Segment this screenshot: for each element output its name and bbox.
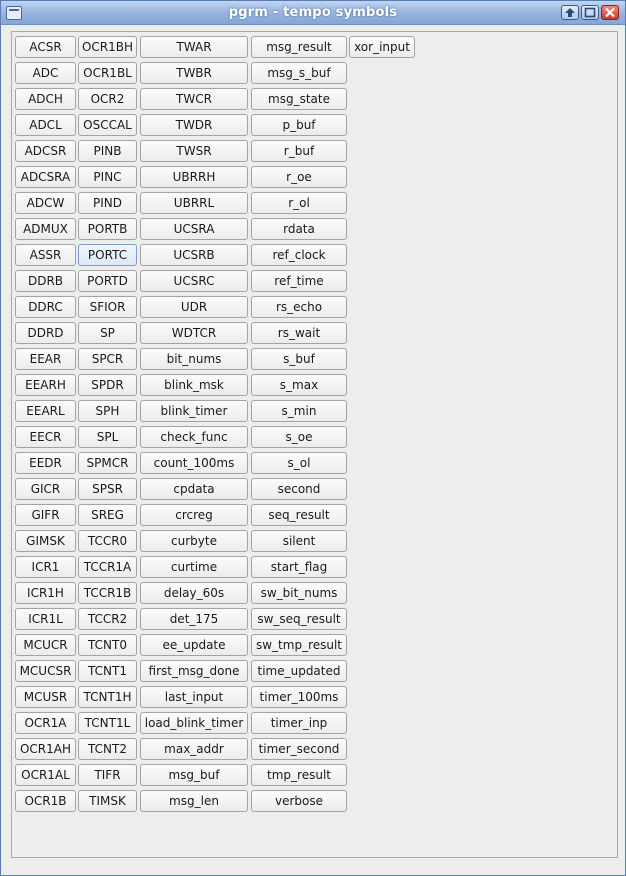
symbol-button[interactable]: r_oe [251, 166, 347, 188]
symbol-button[interactable]: TCNT1H [78, 686, 137, 708]
symbol-button[interactable]: count_100ms [140, 452, 248, 474]
symbol-button[interactable]: UBRRL [140, 192, 248, 214]
symbol-button[interactable]: MCUCR [15, 634, 76, 656]
symbol-button[interactable]: sw_bit_nums [251, 582, 347, 604]
symbol-button[interactable]: SREG [78, 504, 137, 526]
symbol-button[interactable]: UCSRA [140, 218, 248, 240]
symbol-button[interactable]: UCSRC [140, 270, 248, 292]
symbol-button[interactable]: GIMSK [15, 530, 76, 552]
symbol-button[interactable]: p_buf [251, 114, 347, 136]
symbol-button[interactable]: s_buf [251, 348, 347, 370]
symbol-button[interactable]: EEDR [15, 452, 76, 474]
symbol-button[interactable]: blink_msk [140, 374, 248, 396]
symbol-button[interactable]: TCCR0 [78, 530, 137, 552]
symbol-button[interactable]: ADCSR [15, 140, 76, 162]
symbol-button[interactable]: TWCR [140, 88, 248, 110]
symbol-button[interactable]: ADCL [15, 114, 76, 136]
shade-button[interactable] [561, 5, 579, 20]
symbol-button[interactable]: EEARH [15, 374, 76, 396]
symbol-button[interactable]: TCCR2 [78, 608, 137, 630]
symbol-button[interactable]: TCCR1B [78, 582, 137, 604]
close-icon [604, 7, 616, 18]
symbols-panel [11, 31, 618, 858]
symbol-button[interactable]: TWAR [140, 36, 248, 58]
symbol-button[interactable]: DDRD [15, 322, 76, 344]
symbol-button[interactable]: TCNT1 [78, 660, 137, 682]
symbol-button[interactable]: UBRRH [140, 166, 248, 188]
close-button[interactable] [601, 5, 619, 20]
symbol-button[interactable]: rs_wait [251, 322, 347, 344]
symbol-button[interactable]: SPL [78, 426, 137, 448]
symbol-button[interactable]: EECR [15, 426, 76, 448]
symbol-button[interactable]: timer_second [251, 738, 347, 760]
symbol-button[interactable]: TCNT2 [78, 738, 137, 760]
symbol-button[interactable]: second [251, 478, 347, 500]
symbol-button[interactable]: max_addr [140, 738, 248, 760]
symbol-button[interactable]: ADCW [15, 192, 76, 214]
symbol-button[interactable]: OCR1AL [15, 764, 76, 786]
symbol-button[interactable]: s_min [251, 400, 347, 422]
symbol-button[interactable]: SP [78, 322, 137, 344]
symbol-button[interactable]: SPSR [78, 478, 137, 500]
symbol-button[interactable]: OCR1AH [15, 738, 76, 760]
symbol-button[interactable]: ADC [15, 62, 76, 84]
symbol-button[interactable]: first_msg_done [140, 660, 248, 682]
symbol-button[interactable]: OCR2 [78, 88, 137, 110]
symbol-button[interactable]: curtime [140, 556, 248, 578]
symbol-button[interactable]: delay_60s [140, 582, 248, 604]
symbol-button[interactable]: ref_time [251, 270, 347, 292]
symbol-button[interactable]: ICR1 [15, 556, 76, 578]
symbol-button[interactable]: WDTCR [140, 322, 248, 344]
symbol-button[interactable]: curbyte [140, 530, 248, 552]
symbol-button[interactable]: start_flag [251, 556, 347, 578]
symbol-button[interactable]: ASSR [15, 244, 76, 266]
symbol-button[interactable]: GIFR [15, 504, 76, 526]
symbol-button[interactable]: seq_result [251, 504, 347, 526]
symbol-button[interactable]: ADCH [15, 88, 76, 110]
symbol-button[interactable]: load_blink_timer [140, 712, 248, 734]
symbol-button[interactable]: bit_nums [140, 348, 248, 370]
symbol-button[interactable]: EEARL [15, 400, 76, 422]
symbol-button[interactable]: OCR1B [15, 790, 76, 812]
symbol-button[interactable]: PIND [78, 192, 137, 214]
symbol-button[interactable]: SPMCR [78, 452, 137, 474]
symbol-button[interactable]: OCR1BL [78, 62, 137, 84]
symbol-button[interactable]: TIMSK [78, 790, 137, 812]
symbol-button[interactable]: sw_tmp_result [251, 634, 347, 656]
symbol-button[interactable]: ACSR [15, 36, 76, 58]
symbol-button[interactable]: ADMUX [15, 218, 76, 240]
symbol-button[interactable]: timer_inp [251, 712, 347, 734]
symbol-button[interactable]: r_buf [251, 140, 347, 162]
symbol-button[interactable]: TWSR [140, 140, 248, 162]
symbol-button[interactable]: PORTC [78, 244, 137, 266]
symbol-button[interactable]: silent [251, 530, 347, 552]
symbol-button[interactable]: msg_len [140, 790, 248, 812]
symbol-button[interactable]: msg_result [251, 36, 347, 58]
symbol-button[interactable]: check_func [140, 426, 248, 448]
symbol-button[interactable]: msg_s_buf [251, 62, 347, 84]
symbol-button[interactable]: msg_buf [140, 764, 248, 786]
symbol-button[interactable]: TCNT1L [78, 712, 137, 734]
symbol-button[interactable]: PORTD [78, 270, 137, 292]
symbol-button[interactable]: OSCCAL [78, 114, 137, 136]
maximize-icon [584, 7, 596, 18]
symbol-button[interactable]: xor_input [349, 36, 415, 58]
symbol-button[interactable]: PINB [78, 140, 137, 162]
symbol-button[interactable]: GICR [15, 478, 76, 500]
symbol-button[interactable]: timer_100ms [251, 686, 347, 708]
symbol-button[interactable]: PORTB [78, 218, 137, 240]
symbol-button[interactable]: blink_timer [140, 400, 248, 422]
symbol-button[interactable]: TCNT0 [78, 634, 137, 656]
symbol-button[interactable]: s_oe [251, 426, 347, 448]
symbol-button[interactable]: last_input [140, 686, 248, 708]
symbol-button[interactable]: TCCR1A [78, 556, 137, 578]
symbol-button[interactable]: s_max [251, 374, 347, 396]
symbol-button[interactable]: SFIOR [78, 296, 137, 318]
symbol-button[interactable]: r_ol [251, 192, 347, 214]
symbol-button[interactable]: SPCR [78, 348, 137, 370]
symbol-button[interactable]: s_ol [251, 452, 347, 474]
symbol-button[interactable]: EEAR [15, 348, 76, 370]
symbol-button[interactable]: UDR [140, 296, 248, 318]
symbol-button[interactable]: crcreg [140, 504, 248, 526]
symbol-button[interactable]: msg_state [251, 88, 347, 110]
maximize-button[interactable] [581, 5, 599, 20]
symbol-button[interactable]: MCUCSR [15, 660, 76, 682]
symbol-button[interactable]: PINC [78, 166, 137, 188]
symbol-button[interactable]: rs_echo [251, 296, 347, 318]
title-bar[interactable] [1, 1, 625, 25]
symbol-button[interactable]: TIFR [78, 764, 137, 786]
symbol-button[interactable]: OCR1BH [78, 36, 137, 58]
symbol-button[interactable]: TWBR [140, 62, 248, 84]
symbol-button[interactable]: OCR1A [15, 712, 76, 734]
symbol-button[interactable]: TWDR [140, 114, 248, 136]
symbol-button[interactable]: SPDR [78, 374, 137, 396]
symbol-button[interactable]: UCSRB [140, 244, 248, 266]
symbol-button[interactable]: rdata [251, 218, 347, 240]
symbol-button[interactable]: tmp_result [251, 764, 347, 786]
symbol-button[interactable]: ee_update [140, 634, 248, 656]
symbol-button[interactable]: det_175 [140, 608, 248, 630]
symbol-button[interactable]: ADCSRA [15, 166, 76, 188]
arrow-up-icon [564, 7, 576, 18]
symbol-button[interactable]: time_updated [251, 660, 347, 682]
symbol-button[interactable]: DDRB [15, 270, 76, 292]
symbol-button[interactable]: ICR1H [15, 582, 76, 604]
window-title: pgrm - tempo symbols [228, 5, 398, 20]
symbol-button[interactable]: cpdata [140, 478, 248, 500]
symbol-button[interactable]: DDRC [15, 296, 76, 318]
symbol-button[interactable]: MCUSR [15, 686, 76, 708]
symbol-button[interactable]: ref_clock [251, 244, 347, 266]
symbol-button[interactable]: verbose [251, 790, 347, 812]
symbol-button[interactable]: sw_seq_result [251, 608, 347, 630]
symbol-button[interactable]: SPH [78, 400, 137, 422]
symbol-button[interactable]: ICR1L [15, 608, 76, 630]
